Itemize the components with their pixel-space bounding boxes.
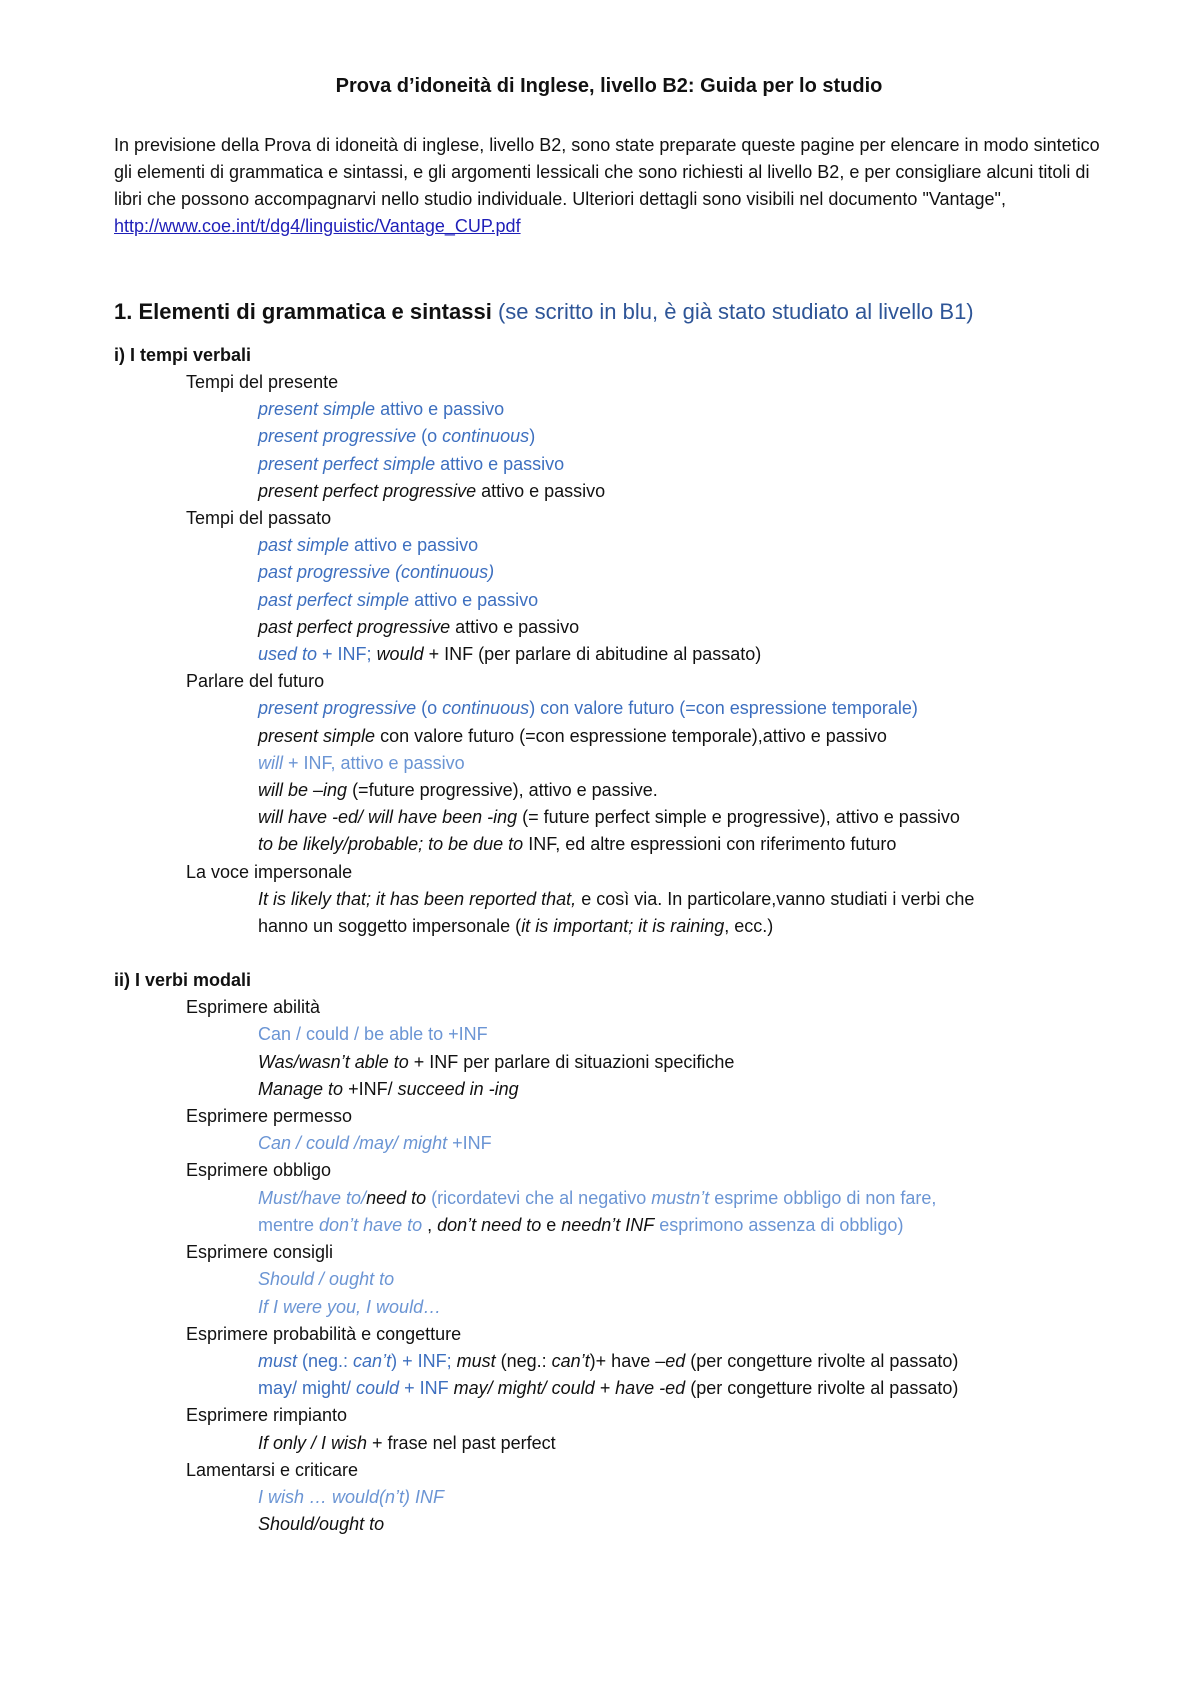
list-item: present progressive (o continuous) bbox=[258, 426, 536, 447]
list-item: Should / ought to bbox=[258, 1269, 395, 1290]
list-item: past perfect progressive attivo e passivo bbox=[258, 616, 580, 637]
list-item: past perfect simple attivo e passivo bbox=[258, 589, 539, 610]
list-item: hanno un soggetto impersonale (it is important; it is raining, ecc.) bbox=[258, 916, 774, 937]
list-item: used to + INF; would + INF (per parlare di abitudine al passato) bbox=[258, 644, 762, 665]
section-note: (se scritto in blu, è già stato studiato al livello B1) bbox=[497, 299, 974, 324]
list-item: It is likely that; it has been reported that, e così via. In particolare,vanno studiati i verbi che bbox=[258, 888, 975, 909]
list-item: Was/wasn’t able to + INF per parlare di situazioni specifiche bbox=[258, 1051, 735, 1072]
list-item: to be likely/probable; to be due to INF, ed altre espressioni con riferimento futuro bbox=[258, 834, 897, 855]
list-item: Manage to +INF/ succeed in -ing bbox=[258, 1078, 519, 1099]
list-item: may/ might/ could + INF may/ might/ could + have -ed (per congetture rivolte al passato) bbox=[258, 1378, 959, 1399]
list-item: Should/ought to bbox=[258, 1514, 385, 1535]
list-item: Must/have to/need to (ricordatevi che al negativo mustn’t esprime obbligo di non fare, bbox=[258, 1187, 937, 1208]
subsection-tempi-verbali: i) I tempi verbali bbox=[114, 345, 252, 365]
group-label: Esprimere abilità bbox=[186, 997, 321, 1018]
subsection-verbi-modali: ii) I verbi modali bbox=[114, 970, 252, 991]
intro-text: In previsione della Prova di idoneità di inglese, livello B2, sono state preparate queste pagine per elencare in modo sintetico gli elementi di grammatica e sintassi, e gli argomenti lessicali che sono richiesti al livello B2, e per consigliare alcuni titoli di libri che possono accompagnarvi nello studio individuale. Ulteriori dettagli sono visibili nel documento "Vantage", bbox=[114, 135, 1100, 209]
group-label: La voce impersonale bbox=[186, 861, 353, 882]
list-item: present simple con valore futuro (=con espressione temporale),attivo e passivo bbox=[258, 725, 887, 746]
group-label: Esprimere obbligo bbox=[186, 1160, 332, 1181]
list-item: present simple attivo e passivo bbox=[258, 399, 505, 420]
page-title: Prova d’idoneità di Inglese, livello B2: Guida per lo studio bbox=[335, 75, 883, 97]
list-item: If I were you, I would… bbox=[258, 1296, 442, 1317]
list-item: will have -ed/ will have been -ing (= future perfect simple e progressive), attivo e passivo bbox=[258, 807, 960, 828]
list-item: I wish … would(n’t) INF bbox=[258, 1486, 445, 1507]
vantage-link[interactable]: http://www.coe.int/t/dg4/linguistic/Vantage_CUP.pdf bbox=[114, 216, 521, 236]
list-item: past simple attivo e passivo bbox=[258, 535, 479, 556]
group-label: Tempi del passato bbox=[186, 508, 332, 529]
group-label: Esprimere rimpianto bbox=[186, 1405, 348, 1426]
document-page bbox=[114, 72, 1104, 1538]
group-label: Esprimere permesso bbox=[186, 1106, 353, 1127]
group-label: Parlare del futuro bbox=[186, 671, 325, 692]
list-item: will be –ing (=future progressive), attivo e passive. bbox=[258, 780, 658, 801]
section-title: 1. Elementi di grammatica e sintassi bbox=[114, 299, 492, 324]
intro-paragraph bbox=[114, 132, 1104, 240]
list-item: present perfect progressive attivo e passivo bbox=[258, 480, 606, 501]
list-item: present progressive (o continuous) con valore futuro (=con espressione temporale) bbox=[258, 698, 918, 719]
group-label: Esprimere consigli bbox=[186, 1242, 334, 1263]
section-heading bbox=[114, 296, 1104, 328]
list-item: Can / could /may/ might +INF bbox=[258, 1133, 492, 1154]
group-label: Esprimere probabilità e congetture bbox=[186, 1323, 462, 1344]
group-label: Lamentarsi e criticare bbox=[186, 1459, 359, 1480]
list-item: If only / I wish + frase nel past perfect bbox=[258, 1432, 556, 1453]
list-item: Can / could / be able to +INF bbox=[258, 1024, 488, 1045]
list-item: mentre don’t have to , don’t need to e needn’t INF esprimono assenza di obbligo) bbox=[258, 1214, 904, 1235]
list-item: present perfect simple attivo e passivo bbox=[258, 453, 565, 474]
list-item: will + INF, attivo e passivo bbox=[258, 752, 465, 773]
list-item: must (neg.: can’t) + INF; must (neg.: can’t)+ have –ed (per congetture rivolte al passato) bbox=[258, 1350, 959, 1371]
list-item: past progressive (continuous) bbox=[258, 562, 495, 583]
group-label: Tempi del presente bbox=[186, 372, 339, 392]
